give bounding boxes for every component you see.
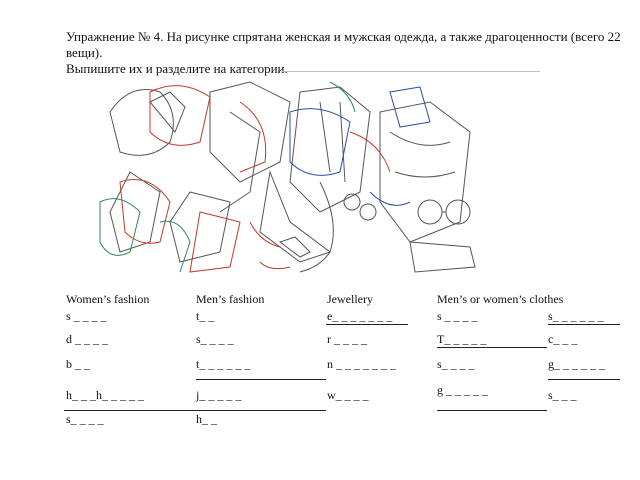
word-blank: d _ _ _ _	[66, 332, 108, 346]
word-blank: s_ _ _ _	[196, 332, 234, 346]
word-blank: n _ _ _ _ _ _ _	[327, 357, 396, 371]
word-blank: c_ _ _	[548, 332, 578, 346]
word-blank: h_ _	[196, 412, 217, 426]
word-blank: s _ _ _ _	[437, 309, 478, 323]
word-blank: s _ _ _ _	[66, 309, 107, 323]
heading-womens-fashion: Women’s fashion	[66, 292, 150, 306]
exercise-title-line2: Выпишите их и разделите на категории.	[66, 61, 288, 76]
word-blank: g_ _ _ _ _ _	[548, 357, 605, 371]
writing-line	[548, 324, 620, 325]
writing-line	[548, 379, 620, 380]
word-blank: w_ _ _ _	[327, 388, 369, 402]
word-blank: s_ _ _	[548, 388, 577, 402]
word-blank: g _ _ _ _ _	[437, 383, 488, 397]
heading-mens-or-womens-clothes: Men’s or women’s clothes	[437, 292, 564, 306]
heading-jewellery: Jewellery	[327, 292, 373, 306]
exercise-title-line1: Упражнение № 4. На рисунке спрятана женская и мужская одежда, а также драгоценности (всего 22 вещи).	[66, 29, 621, 60]
exercise-instructions	[66, 29, 626, 77]
word-blank: s_ _ _ _	[66, 412, 104, 426]
sketch-blue-lines	[290, 87, 430, 205]
sketch-red-lines	[120, 86, 390, 272]
word-blank: T_ _ _ _ _	[437, 332, 487, 346]
hidden-clothes-picture	[90, 72, 510, 282]
word-blank: t_ _ _ _ _ _	[196, 357, 251, 371]
heading-mens-fashion: Men’s fashion	[196, 292, 265, 306]
word-blank: s_ _ _ _	[437, 357, 475, 371]
word-blank: s_ _ _ _ _ _	[548, 309, 604, 323]
word-blank: h_ _ _h_ _ _ _ _	[66, 388, 144, 402]
word-blank: r _ _ _ _	[327, 332, 367, 346]
word-blank: j_ _ _ _ _	[196, 388, 242, 402]
word-blank: b _ _	[66, 357, 90, 371]
writing-line	[196, 379, 326, 380]
writing-line	[437, 410, 547, 411]
word-blank: e_ _ _ _ _ _ _	[327, 309, 393, 323]
writing-line	[326, 324, 408, 325]
writing-line	[64, 410, 326, 411]
sketch-dark-lines	[110, 82, 475, 272]
writing-line	[437, 347, 547, 348]
word-blank: t_ _	[196, 309, 215, 323]
